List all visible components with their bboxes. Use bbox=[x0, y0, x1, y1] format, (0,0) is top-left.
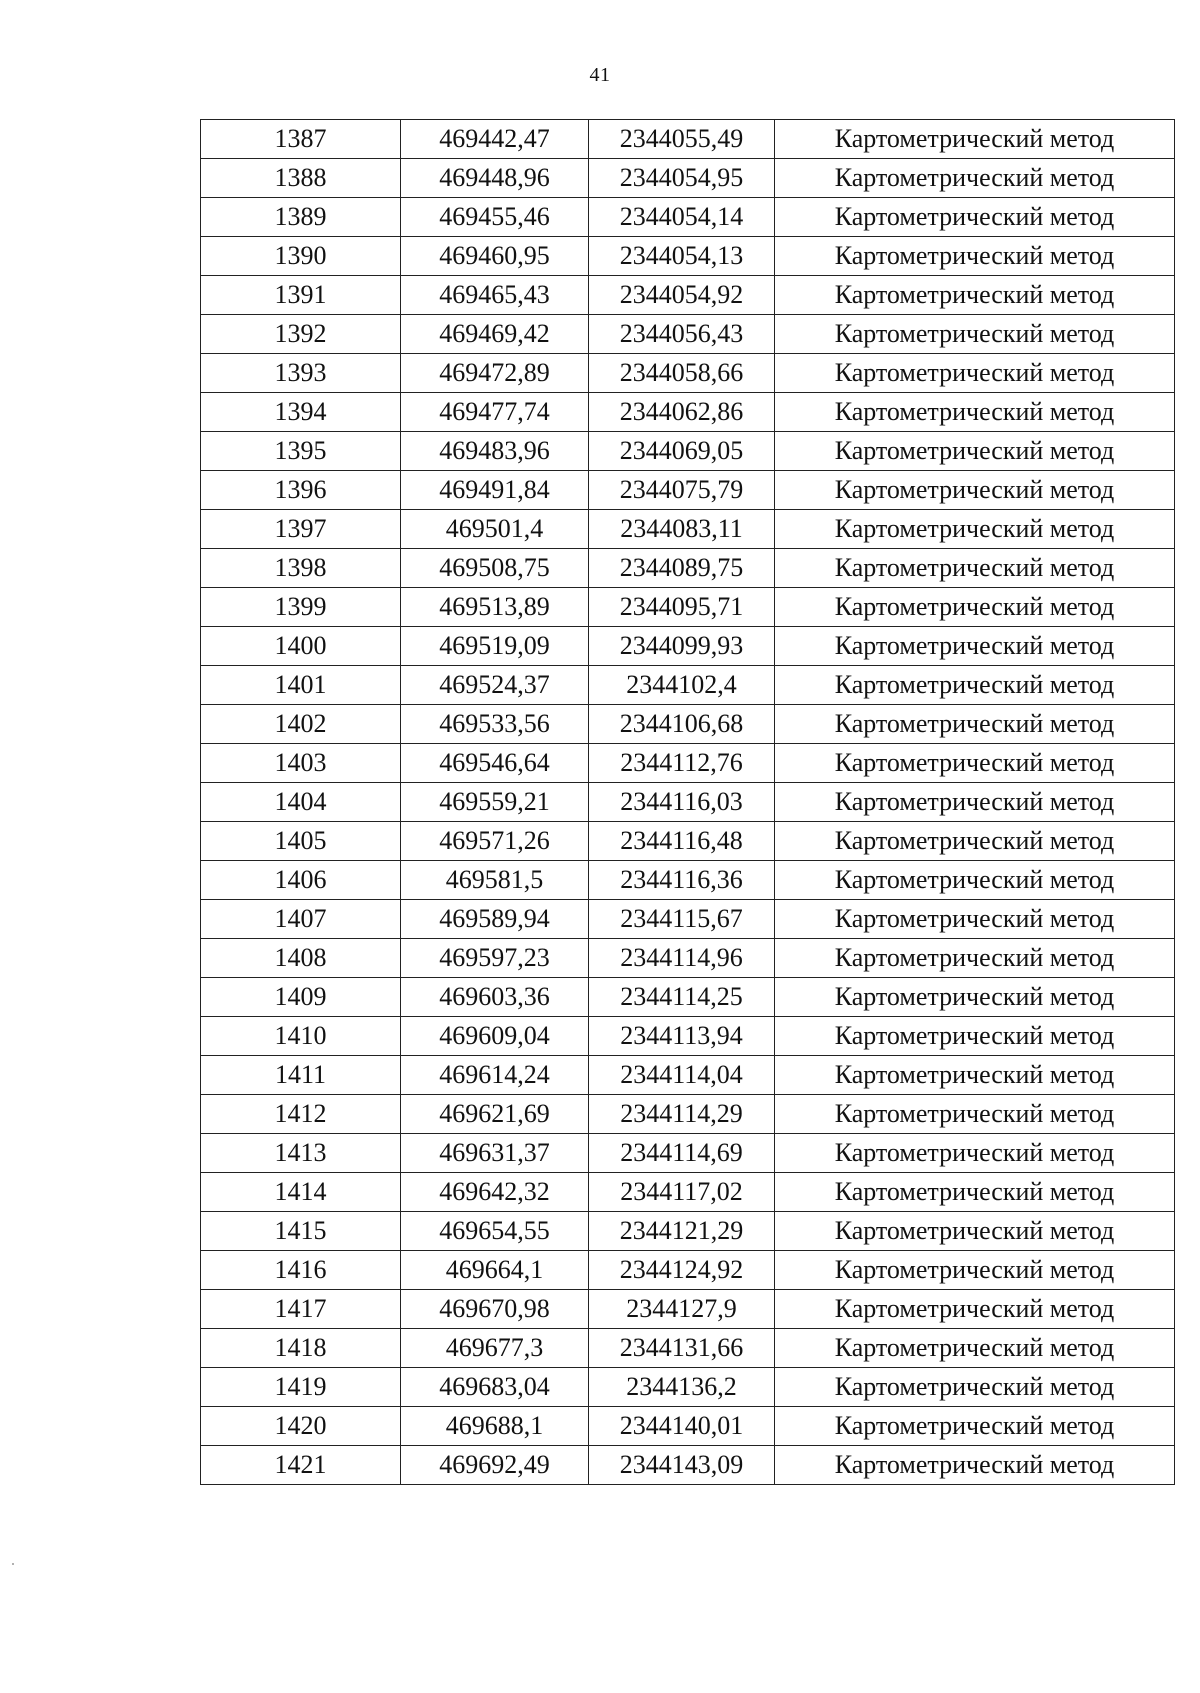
method-cell: Картометрический метод bbox=[775, 510, 1175, 549]
y-coordinate-cell: 2344116,03 bbox=[589, 783, 775, 822]
method-cell: Картометрический метод bbox=[775, 900, 1175, 939]
y-coordinate-cell: 2344106,68 bbox=[589, 705, 775, 744]
table-row bbox=[201, 1017, 1175, 1056]
x-coordinate-cell: 469609,04 bbox=[401, 1017, 589, 1056]
y-coordinate-cell: 2344055,49 bbox=[589, 120, 775, 159]
point-number-cell: 1405 bbox=[201, 822, 401, 861]
method-cell: Картометрический метод bbox=[775, 354, 1175, 393]
x-coordinate-cell: 469442,47 bbox=[401, 120, 589, 159]
point-number-cell: 1390 bbox=[201, 237, 401, 276]
method-cell: Картометрический метод bbox=[775, 783, 1175, 822]
method-cell: Картометрический метод bbox=[775, 939, 1175, 978]
table-row bbox=[201, 276, 1175, 315]
y-coordinate-cell: 2344058,66 bbox=[589, 354, 775, 393]
x-coordinate-cell: 469642,32 bbox=[401, 1173, 589, 1212]
point-number-cell: 1410 bbox=[201, 1017, 401, 1056]
method-cell: Картометрический метод bbox=[775, 1056, 1175, 1095]
x-coordinate-cell: 469670,98 bbox=[401, 1290, 589, 1329]
method-cell: Картометрический метод bbox=[775, 978, 1175, 1017]
table-row bbox=[201, 939, 1175, 978]
x-coordinate-cell: 469508,75 bbox=[401, 549, 589, 588]
point-number-cell: 1391 bbox=[201, 276, 401, 315]
x-coordinate-cell: 469571,26 bbox=[401, 822, 589, 861]
table-row bbox=[201, 1173, 1175, 1212]
point-number-cell: 1397 bbox=[201, 510, 401, 549]
y-coordinate-cell: 2344102,4 bbox=[589, 666, 775, 705]
y-coordinate-cell: 2344114,25 bbox=[589, 978, 775, 1017]
y-coordinate-cell: 2344054,92 bbox=[589, 276, 775, 315]
table-row bbox=[201, 393, 1175, 432]
table-row bbox=[201, 237, 1175, 276]
point-number-cell: 1417 bbox=[201, 1290, 401, 1329]
method-cell: Картометрический метод bbox=[775, 1017, 1175, 1056]
method-cell: Картометрический метод bbox=[775, 705, 1175, 744]
method-cell: Картометрический метод bbox=[775, 393, 1175, 432]
method-cell: Картометрический метод bbox=[775, 1134, 1175, 1173]
point-number-cell: 1416 bbox=[201, 1251, 401, 1290]
method-cell: Картометрический метод bbox=[775, 1446, 1175, 1485]
y-coordinate-cell: 2344069,05 bbox=[589, 432, 775, 471]
point-number-cell: 1399 bbox=[201, 588, 401, 627]
method-cell: Картометрический метод bbox=[775, 276, 1175, 315]
x-coordinate-cell: 469469,42 bbox=[401, 315, 589, 354]
y-coordinate-cell: 2344062,86 bbox=[589, 393, 775, 432]
y-coordinate-cell: 2344114,69 bbox=[589, 1134, 775, 1173]
table-row bbox=[201, 432, 1175, 471]
method-cell: Картометрический метод bbox=[775, 120, 1175, 159]
table-row bbox=[201, 159, 1175, 198]
x-coordinate-cell: 469688,1 bbox=[401, 1407, 589, 1446]
point-number-cell: 1420 bbox=[201, 1407, 401, 1446]
method-cell: Картометрический метод bbox=[775, 822, 1175, 861]
y-coordinate-cell: 2344136,2 bbox=[589, 1368, 775, 1407]
table-row bbox=[201, 1329, 1175, 1368]
x-coordinate-cell: 469664,1 bbox=[401, 1251, 589, 1290]
y-coordinate-cell: 2344127,9 bbox=[589, 1290, 775, 1329]
method-cell: Картометрический метод bbox=[775, 198, 1175, 237]
table-row bbox=[201, 510, 1175, 549]
x-coordinate-cell: 469533,56 bbox=[401, 705, 589, 744]
coordinates-table bbox=[200, 119, 1175, 1485]
x-coordinate-cell: 469472,89 bbox=[401, 354, 589, 393]
method-cell: Картометрический метод bbox=[775, 549, 1175, 588]
y-coordinate-cell: 2344116,48 bbox=[589, 822, 775, 861]
method-cell: Картометрический метод bbox=[775, 1407, 1175, 1446]
point-number-cell: 1413 bbox=[201, 1134, 401, 1173]
table-row bbox=[201, 861, 1175, 900]
table-row bbox=[201, 822, 1175, 861]
x-coordinate-cell: 469519,09 bbox=[401, 627, 589, 666]
x-coordinate-cell: 469524,37 bbox=[401, 666, 589, 705]
method-cell: Картометрический метод bbox=[775, 159, 1175, 198]
table-row bbox=[201, 1251, 1175, 1290]
point-number-cell: 1387 bbox=[201, 120, 401, 159]
point-number-cell: 1418 bbox=[201, 1329, 401, 1368]
y-coordinate-cell: 2344124,92 bbox=[589, 1251, 775, 1290]
x-coordinate-cell: 469465,43 bbox=[401, 276, 589, 315]
method-cell: Картометрический метод bbox=[775, 627, 1175, 666]
y-coordinate-cell: 2344054,95 bbox=[589, 159, 775, 198]
method-cell: Картометрический метод bbox=[775, 1212, 1175, 1251]
x-coordinate-cell: 469597,23 bbox=[401, 939, 589, 978]
method-cell: Картометрический метод bbox=[775, 237, 1175, 276]
table-row bbox=[201, 471, 1175, 510]
point-number-cell: 1401 bbox=[201, 666, 401, 705]
point-number-cell: 1400 bbox=[201, 627, 401, 666]
x-coordinate-cell: 469654,55 bbox=[401, 1212, 589, 1251]
x-coordinate-cell: 469631,37 bbox=[401, 1134, 589, 1173]
x-coordinate-cell: 469501,4 bbox=[401, 510, 589, 549]
table-row bbox=[201, 198, 1175, 237]
point-number-cell: 1389 bbox=[201, 198, 401, 237]
table-row bbox=[201, 1056, 1175, 1095]
table-row bbox=[201, 1446, 1175, 1485]
point-number-cell: 1421 bbox=[201, 1446, 401, 1485]
table-row bbox=[201, 588, 1175, 627]
x-coordinate-cell: 469483,96 bbox=[401, 432, 589, 471]
x-coordinate-cell: 469559,21 bbox=[401, 783, 589, 822]
table-row bbox=[201, 783, 1175, 822]
table-row bbox=[201, 120, 1175, 159]
method-cell: Картометрический метод bbox=[775, 1329, 1175, 1368]
x-coordinate-cell: 469614,24 bbox=[401, 1056, 589, 1095]
x-coordinate-cell: 469477,74 bbox=[401, 393, 589, 432]
method-cell: Картометрический метод bbox=[775, 471, 1175, 510]
point-number-cell: 1393 bbox=[201, 354, 401, 393]
table-row bbox=[201, 354, 1175, 393]
point-number-cell: 1415 bbox=[201, 1212, 401, 1251]
point-number-cell: 1406 bbox=[201, 861, 401, 900]
y-coordinate-cell: 2344075,79 bbox=[589, 471, 775, 510]
table-row bbox=[201, 1290, 1175, 1329]
y-coordinate-cell: 2344116,36 bbox=[589, 861, 775, 900]
table-row bbox=[201, 627, 1175, 666]
x-coordinate-cell: 469603,36 bbox=[401, 978, 589, 1017]
point-number-cell: 1395 bbox=[201, 432, 401, 471]
y-coordinate-cell: 2344054,13 bbox=[589, 237, 775, 276]
method-cell: Картометрический метод bbox=[775, 1095, 1175, 1134]
method-cell: Картометрический метод bbox=[775, 861, 1175, 900]
y-coordinate-cell: 2344114,29 bbox=[589, 1095, 775, 1134]
point-number-cell: 1409 bbox=[201, 978, 401, 1017]
table-row bbox=[201, 900, 1175, 939]
x-coordinate-cell: 469448,96 bbox=[401, 159, 589, 198]
method-cell: Картометрический метод bbox=[775, 432, 1175, 471]
y-coordinate-cell: 2344143,09 bbox=[589, 1446, 775, 1485]
table-row bbox=[201, 744, 1175, 783]
table-row bbox=[201, 549, 1175, 588]
page-number: 41 bbox=[589, 64, 611, 86]
y-coordinate-cell: 2344117,02 bbox=[589, 1173, 775, 1212]
point-number-cell: 1404 bbox=[201, 783, 401, 822]
y-coordinate-cell: 2344089,75 bbox=[589, 549, 775, 588]
x-coordinate-cell: 469513,89 bbox=[401, 588, 589, 627]
method-cell: Картометрический метод bbox=[775, 1290, 1175, 1329]
point-number-cell: 1398 bbox=[201, 549, 401, 588]
x-coordinate-cell: 469460,95 bbox=[401, 237, 589, 276]
y-coordinate-cell: 2344113,94 bbox=[589, 1017, 775, 1056]
x-coordinate-cell: 469546,64 bbox=[401, 744, 589, 783]
point-number-cell: 1412 bbox=[201, 1095, 401, 1134]
table-row bbox=[201, 1212, 1175, 1251]
point-number-cell: 1402 bbox=[201, 705, 401, 744]
y-coordinate-cell: 2344131,66 bbox=[589, 1329, 775, 1368]
method-cell: Картометрический метод bbox=[775, 315, 1175, 354]
method-cell: Картометрический метод bbox=[775, 1251, 1175, 1290]
coordinates-table-body bbox=[201, 120, 1175, 1485]
point-number-cell: 1388 bbox=[201, 159, 401, 198]
method-cell: Картометрический метод bbox=[775, 744, 1175, 783]
point-number-cell: 1392 bbox=[201, 315, 401, 354]
x-coordinate-cell: 469581,5 bbox=[401, 861, 589, 900]
y-coordinate-cell: 2344115,67 bbox=[589, 900, 775, 939]
x-coordinate-cell: 469692,49 bbox=[401, 1446, 589, 1485]
y-coordinate-cell: 2344083,11 bbox=[589, 510, 775, 549]
x-coordinate-cell: 469683,04 bbox=[401, 1368, 589, 1407]
method-cell: Картометрический метод bbox=[775, 1173, 1175, 1212]
x-coordinate-cell: 469621,69 bbox=[401, 1095, 589, 1134]
y-coordinate-cell: 2344114,04 bbox=[589, 1056, 775, 1095]
y-coordinate-cell: 2344112,76 bbox=[589, 744, 775, 783]
table-row bbox=[201, 1368, 1175, 1407]
table-row bbox=[201, 978, 1175, 1017]
point-number-cell: 1411 bbox=[201, 1056, 401, 1095]
scan-speck bbox=[12, 1563, 14, 1565]
point-number-cell: 1419 bbox=[201, 1368, 401, 1407]
table-row bbox=[201, 705, 1175, 744]
y-coordinate-cell: 2344054,14 bbox=[589, 198, 775, 237]
y-coordinate-cell: 2344114,96 bbox=[589, 939, 775, 978]
x-coordinate-cell: 469491,84 bbox=[401, 471, 589, 510]
point-number-cell: 1408 bbox=[201, 939, 401, 978]
y-coordinate-cell: 2344056,43 bbox=[589, 315, 775, 354]
point-number-cell: 1407 bbox=[201, 900, 401, 939]
table-row bbox=[201, 1095, 1175, 1134]
x-coordinate-cell: 469455,46 bbox=[401, 198, 589, 237]
point-number-cell: 1396 bbox=[201, 471, 401, 510]
method-cell: Картометрический метод bbox=[775, 666, 1175, 705]
point-number-cell: 1403 bbox=[201, 744, 401, 783]
x-coordinate-cell: 469589,94 bbox=[401, 900, 589, 939]
table-row bbox=[201, 315, 1175, 354]
y-coordinate-cell: 2344140,01 bbox=[589, 1407, 775, 1446]
table-row bbox=[201, 1134, 1175, 1173]
x-coordinate-cell: 469677,3 bbox=[401, 1329, 589, 1368]
point-number-cell: 1414 bbox=[201, 1173, 401, 1212]
y-coordinate-cell: 2344121,29 bbox=[589, 1212, 775, 1251]
method-cell: Картометрический метод bbox=[775, 1368, 1175, 1407]
point-number-cell: 1394 bbox=[201, 393, 401, 432]
y-coordinate-cell: 2344095,71 bbox=[589, 588, 775, 627]
table-row bbox=[201, 1407, 1175, 1446]
table-row bbox=[201, 666, 1175, 705]
method-cell: Картометрический метод bbox=[775, 588, 1175, 627]
y-coordinate-cell: 2344099,93 bbox=[589, 627, 775, 666]
